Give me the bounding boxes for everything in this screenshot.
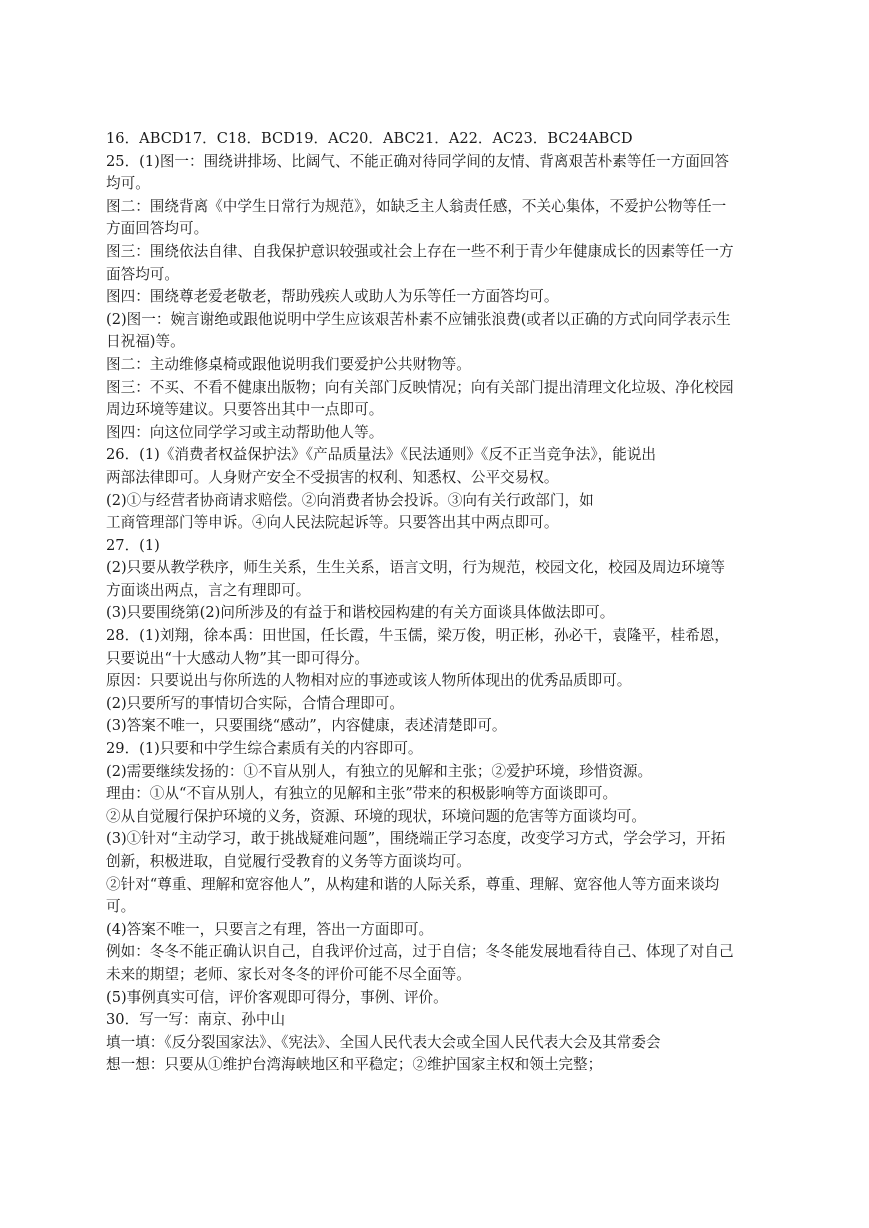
text-line: 方面谈出两点，言之有理即可。 — [106, 581, 311, 599]
text-line: 图三：不买、不看不健康出版物；向有关部门反映情况；向有关部门提出清理文化垃圾、净化校园 — [106, 378, 734, 396]
text-line: (2)只要从教学秩序，师生关系，生生关系，语言文明，行为规范，校园文化，校园及周边环境等 — [106, 559, 726, 577]
text-line: 图四：向这位同学学习或主动帮助他人等。 — [106, 423, 384, 441]
text-line: ②从自觉履行保护环境的义务，资源、环境的现状，环境问题的危害等方面谈均可。 — [106, 807, 646, 825]
text-line: 日祝福)等。 — [106, 333, 185, 351]
text-line: 图三：围绕依法自律、自我保护意识较强或社会上存在一些不利于青少年健康成长的因素等任一方 — [106, 242, 734, 260]
text-line: 方面回答均可。 — [106, 220, 209, 238]
answer-document — [106, 128, 770, 1077]
text-line: 16．ABCD17．C18．BCD19．AC20．ABC21．A22．AC23．BC24ABCD — [106, 130, 633, 147]
text-line: 理由：①从“不盲从别人，有独立的见解和主张”带来的积极影响等方面谈即可。 — [106, 785, 618, 803]
text-line: 图二：围绕背离《中学生日常行为规范》，如缺乏主人翁责任感，不关心集体，不爱护公物等任一 — [106, 197, 727, 215]
text-line: 填一填：《反分裂国家法》、《宪法》、全国人民代表大会或全国人民代表大会及其常委会 — [106, 1033, 661, 1051]
text-line: 均可。 — [106, 175, 150, 193]
text-line: (5)事例真实可信，评价客观即可得分，事例、评价。 — [106, 988, 448, 1006]
text-line: 未来的期望；老师、家长对冬冬的评价可能不尽全面等。 — [106, 965, 471, 983]
text-line: 可。 — [106, 898, 136, 916]
text-line: 工商管理部门等申诉。④向人民法院起诉等。只要答出其中两点即可。 — [106, 514, 559, 532]
text-line: (2)需要继续发扬的：①不盲从别人，有独立的见解和主张；②爱护环境，珍惜资源。 — [106, 762, 653, 780]
text-line: 29．(1)只要和中学生综合素质有关的内容即可。 — [106, 740, 423, 758]
text-line: (2)只要所写的事情切合实际，合情合理即可。 — [106, 694, 404, 712]
text-line: 只要说出“十大感动人物”其一即可得分。 — [106, 649, 370, 667]
text-line: 30．写一写：南京、孙中山 — [106, 1011, 286, 1029]
text-line: 两部法律即可。人身财产安全不受损害的权利、知悉权、公平交易权。 — [106, 468, 559, 486]
text-line: 26．(1)《消费者权益保护法》《产品质量法》《民法通则》《反不正当竞争法》，能说出 — [106, 446, 657, 464]
text-line: (2)图一：婉言谢绝或跟他说明中学生应该艰苦朴素不应铺张浪费(或者以正确的方式向同学表示生 — [106, 310, 731, 328]
text-line: 原因：只要说出与你所选的人物相对应的事迹或该人物所体现出的优秀品质即可。 — [106, 672, 632, 690]
text-line: 面答均可。 — [106, 265, 179, 283]
text-line: 28．(1)刘翔，徐本禹：田世国，任长霞，牛玉儒，梁万俊，明正彬，孙必干，袁隆平，桂希恩， — [106, 627, 729, 645]
text-line: 例如：冬冬不能正确认识自己，自我评价过高，过于自信；冬冬能发展地看待自己、体现了对自己 — [106, 943, 734, 961]
text-line: (4)答案不唯一，只要言之有理，答出一方面即可。 — [106, 920, 434, 938]
text-line: 图四：围绕尊老爱老敬老，帮助残疾人或助人为乐等任一方面答均可。 — [106, 288, 559, 306]
text-line: (2)①与经营者协商请求赔偿。②向消费者协会投诉。③向有关行政部门，如 — [106, 491, 594, 509]
text-line: 27．(1) — [106, 536, 160, 554]
text-line: (3)答案不唯一，只要围绕“感动”，内容健康，表述清楚即可。 — [106, 717, 507, 735]
text-line: 图二：主动维修桌椅或跟他说明我们要爱护公共财物等。 — [106, 355, 471, 373]
text-line: 创新，积极进取，自觉履行受教育的义务等方面谈均可。 — [106, 853, 471, 870]
text-line: (3)只要围绕第(2)问所涉及的有益于和谐校园构建的有关方面谈具体做法即可。 — [106, 604, 615, 622]
text-line: (3)①针对“主动学习，敢于挑战疑难问题”，围绕端正学习态度，改变学习方式，学会学习，开拓 — [106, 830, 726, 848]
text-line: 周边环境等建议。只要答出其中一点即可。 — [106, 401, 384, 419]
text-line: 25．(1)图一：围绕讲排场、比阔气、不能正确对待同学间的友情、背离艰苦朴素等任一方面回答 — [106, 152, 729, 170]
text-line: 想一想：只要从①维护台湾海峡地区和平稳定；②维护国家主权和领土完整； — [106, 1056, 603, 1074]
text-line: ②针对“尊重、理解和宽容他人”，从构建和谐的人际关系，尊重、理解、宽容他人等方面来谈均 — [106, 875, 720, 893]
